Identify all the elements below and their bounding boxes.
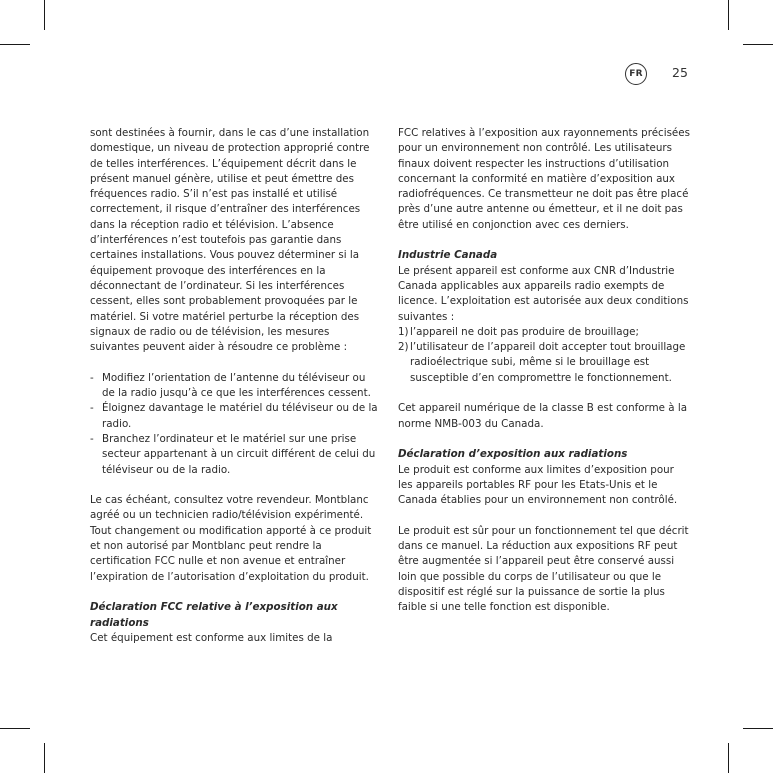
bullet-list (90, 371, 380, 478)
paragraph: Le produit est conforme aux limites d’exposition pour les appareils portables RF pour les Etats-Unis et le Canada établies pour un environnement non contrôlé. (398, 463, 678, 507)
list-item (398, 325, 690, 340)
list-number: 2) (398, 341, 409, 354)
crop-mark (743, 44, 773, 45)
crop-mark (0, 728, 30, 729)
paragraph: Le produit est sûr pour un fonctionnement tel que décrit dans ce manuel. La réduction aux expositions RF peut être augmentée si l’appareil peut être conservé aussi loin que possible du corps de l’utilisateur ou que le dispositif est réglé sur la puissance de sortie la plus faible si une telle fonction est disponible. (398, 524, 689, 614)
page-number: 25 (672, 65, 688, 80)
list-item: - Éloignez davantage le matériel du téléviseur ou de la radio. (90, 401, 380, 432)
language-badge: FR (625, 63, 647, 85)
list-text: l’utilisateur de l’appareil doit accepter tout brouillage radioélectrique subi, même si le brouillage est susceptible d’en compromettre le fonctionnement. (410, 341, 686, 384)
paragraph: Cet équipement est conforme aux limites de la (90, 631, 333, 644)
list-text: l’appareil ne doit pas produire de brouillage; (410, 325, 639, 338)
crop-mark (44, 743, 45, 773)
crop-mark (728, 743, 729, 773)
paragraph: Le cas échéant, consultez votre revendeur. Montblanc agréé ou un technicien radio/télévision expérimenté. Tout changement ou modification apporté à ce produit et non autorisé par Montblanc peut rendre la certification FCC nulle et non avenue et entraîner l’expiration de l’autorisation d’exploitation du produit. (90, 494, 372, 583)
section-heading: Industrie Canada (398, 249, 498, 262)
section-heading: Déclaration d’exposition aux radiations (398, 448, 628, 461)
left-column (90, 126, 380, 646)
right-column (398, 126, 690, 616)
list-number: 1) (398, 325, 409, 338)
crop-mark (0, 44, 30, 45)
paragraph: Cet appareil numérique de la classe B est conforme à la norme NMB-003 du Canada. (398, 402, 688, 430)
section-heading: Déclaration FCC relative à l’exposition aux radiations (90, 601, 338, 629)
list-item (398, 340, 690, 386)
crop-mark (44, 0, 45, 30)
crop-mark (728, 0, 729, 30)
paragraph: FCC relatives à l’exposition aux rayonnements précisées pour un environnement non contrôlé. Les utilisateurs finaux doivent respecter les instructions d’utilisation concernant la conformité en matière d’exposition aux radiofréquences. Ce transmetteur ne doit pas être placé près d’une autre antenne ou émetteur, et il ne doit pas être utilisé en conjonction avec ces derniers. (398, 127, 690, 231)
paragraph: sont destinées à fournir, dans le cas d’une installation domestique, un niveau de protection approprié contre de telles interférences. L’équipement décrit dans le présent manuel génère, utilise et peut émettre des fréquences radio. S’il n’est pas installé et utilisé correctement, il risque d’entraîner des interférences dans la réception radio et télévision. L’absence d’interférences n’est toutefois pas garantie dans certaines installations. Vous pouvez déterminer si la équipement provoque des interférences en la déconnectant de l’ordinateur. Si les interférences cessent, elles sont probablement provoquées par le matériel. Si votre matériel perturbe la réception des signaux de radio ou de télévision, les mesures suivantes peuvent aider à résoudre ce problème : (90, 127, 370, 354)
numbered-list (398, 325, 690, 386)
paragraph: Le présent appareil est conforme aux CNR d’Industrie Canada applicables aux appareils radio exempts de licence. L’exploitation est autorisée aux deux conditions suivantes : (398, 264, 689, 323)
list-item: - Modifiez l’orientation de l’antenne du téléviseur ou de la radio jusqu’à ce que les interférences cessent. (90, 371, 380, 402)
list-item: - Branchez l’ordinateur et le matériel sur une prise secteur appartenant à un circuit différent de celui du téléviseur ou de la radio. (90, 432, 380, 478)
crop-mark (743, 728, 773, 729)
